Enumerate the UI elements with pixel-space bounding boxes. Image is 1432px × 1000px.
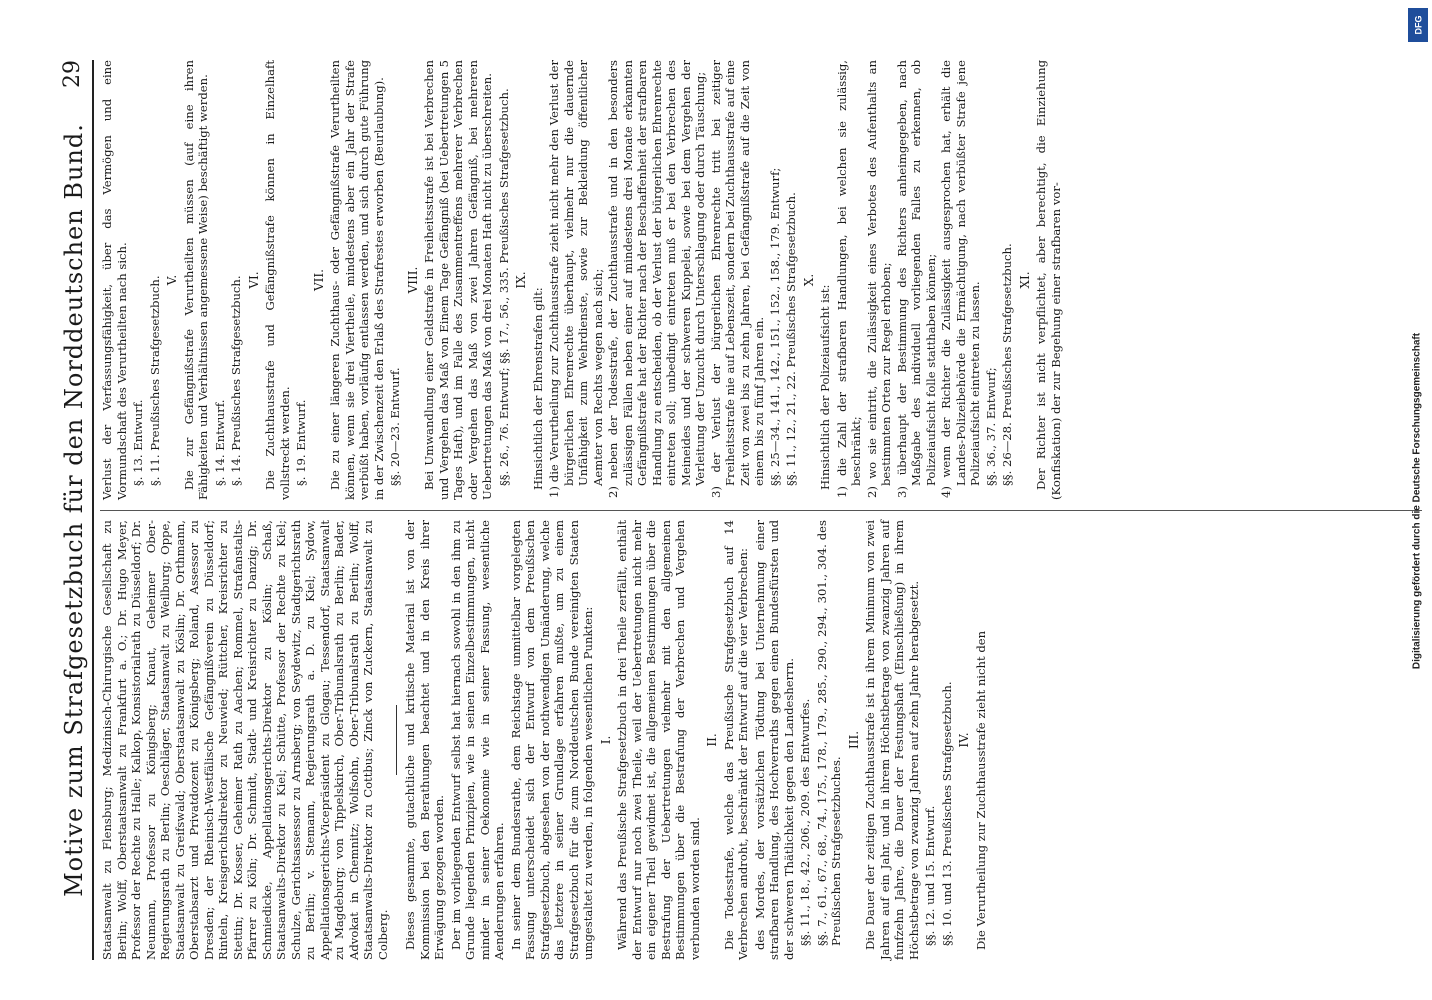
list-item: 2) neben der Todesstrafe, der Zuchthausstrafe und in den besonders zulässigen Fällen neben einer auf mindestens drei Monate erkannten Gefängnißstrafe hat der Richter nach der Beschaffenheit der strafbaren Handlung zu entscheiden, ob der Verlust der bürgerlichen Ehrenrechte eintreten soll; unbedingt eintreten muß er bei den Verbrechen des Meineides und der schweren Kuppelei, sowie bei dem Vergehen der Verleitung der Unzucht durch Unterschlagung oder durch Täuschung;	[606, 60, 707, 498]
reference-line: §§. 10. und 13. Preußisches Strafgesetzbuch.	[939, 681, 954, 946]
page-number: 29	[60, 60, 85, 88]
list-item: 1) die Zahl der strafbaren Handlungen, bei welchen sie zulässig, beschränkt;	[834, 60, 863, 498]
paragraph: Dieses gesammte, gutachtliche und kritische Material ist von der Kommission bei den Berathungen beachtet und in den Kreis ihrer Erwägung gezogen worden.	[403, 520, 446, 960]
section-number: III.	[846, 730, 861, 750]
paragraph: Die Zuchthausstrafe und Gefängnißstrafe können in Einzelhaft vollstreckt werden.	[263, 60, 292, 500]
paragraph: In seiner dem Bundesrathe, dem Reichstage unmittelbar vorgelegten Fassung unterscheidet sich der Entwurf von dem Preußischen Strafgesetzbuch, abgesehen von der nothwendigen Umänderung, welche das letztere in seiner Grundlage erfahren mußte, um zu einem Strafgesetzbuch für die zum Norddeutschen Bunde vereinigten Staaten umgestaltet zu werden, in folgenden wesentlichen Punkten:	[508, 520, 595, 960]
list-item: 3) der Verlust der bürgerlichen Ehrenrechte tritt bei zeitiger Freiheitsstrafe nie auf Lebenszeit, sondern bei Zuchthausstrafe auf eine Zeit von zwei bis zu zehn Jahren, bei Gefängnißstrafe auf die Zeit von einem bis zu fünf Jahren ein.	[708, 60, 766, 498]
digitization-note	[1408, 6, 1426, 996]
page-header	[60, 60, 94, 960]
reference-line: §§. 11., 18., 42., 206., 209. des Entwurfes.	[798, 698, 812, 946]
section-number: V.	[165, 274, 179, 286]
paragraph: Hinsichtlich der Ehrenstrafen gilt:	[530, 287, 545, 490]
list-item: 1) die Verurtheilung zur Zuchthausstrafe zieht nicht mehr den Verlust der bürgerlichen Ehrenrechte überhaupt, vielmehr nur die dauernde Unfähigkeit zum Wehrdienste, sowie zur Bekleidung öffentlicher Aemter von Rechts wegen nach sich;	[547, 60, 605, 498]
reference-line: §. 11. Preußisches Strafgesetzbuch.	[147, 275, 162, 486]
reference-line: §§. 7., 61., 67., 68., 74., 175., 178., 179., 285., 290., 294., 301., 304. des Preußischen Strafgesetzbuches.	[814, 520, 843, 946]
right-column	[100, 60, 1422, 500]
section-number: IV.	[957, 732, 971, 748]
separator-rule	[396, 705, 397, 775]
reference-line: §§. 12. und 15. Entwurf.	[923, 805, 937, 946]
paragraph: Während das Preußische Strafgesetzbuch in drei Theile zerfällt, enthält der Entwurf nur noch zwei Theile, weil der Uebertretungen nicht mehr ein eigener Theil gewidmet ist, die allgemeinen Bestimmungen über die Bestrafung der Uebertretungen vielmehr mit den allgemeinen Bestimmungen über die Bestrafung der Verbrechen und Vergehen verbunden worden sind.	[615, 520, 702, 960]
paragraph: Verlust der Verfassungsfähigkeit, über das Vermögen und eine Vormundschaft des Verurtheilten nach sich.	[100, 60, 129, 500]
paragraph: Der im vorliegenden Entwurf selbst hat hiernach sowohl in den ihm zu Grunde liegenden Prinzipien, wie in seinen Einzelbestimmungen, nicht minder in seiner Oekonomie wie in seiner Fassung, wesentliche Aenderungen erfahren.	[448, 520, 506, 960]
reference-line: §§. 20—23. Entwurf.	[388, 367, 402, 486]
section-number: I.	[598, 735, 613, 745]
paragraph: Die zu einer längeren Zuchthaus- oder Gefängnißstrafe Verurtheilten können, wenn sie drei Viertheile, mindestens aber ein Jahr der Strafe verbüßt haben, vorläufig entlassen werden, und sich durch gute Führung in der Zwischenzeit den Erlaß des Strafrestes erworben (Beurlaubung).	[328, 60, 386, 500]
intro-paragraph: Staatsanwalt zu Flensburg; Medizinisch-Chirurgische Gesellschaft zu Berlin; Wolff, Oberstaatsanwalt zu Frankfurt a. O.; Dr. Hugo Meyer, Professor der Rechte zu Halle; Kalkop, Konsistorialrath zu Düsseldorf; Dr. Neumann, Professor zu Königsberg; Knaut, Geheimer Ober-Regierungsrath zu Berlin; Oeschläger, Staatsanwalt zu Weilburg; Oppe, Staatsanwalt zu Greifswald; Oberstaatsanwalt zu Köslin; Dr. Orthmann, Oberstabsarzt und Privatdozent zu Königsberg; Roland, Assessor zu Dresden; der Rheinisch-Westfälische Gefängnißverein zu Düsseldorf; Rinteln, Kreisgerichtsdirektor zu Neuwied; Rüttcher, Kreisrichter zu Stettin; Dr. Kosser, Geheimer Rath zu Aachen; Rommel, Strafanstalts-Pfarrer zu Köln; Dr. Schmidt, Stadt- und Kreisrichter zu Danzig; Dr. Schmiedicke, Appellationsgerichts-Direktor zu Köslin; Schaß, Staatsanwalts-Direktor zu Kiel; Schütte, Professor der Rechte zu Kiel; Schulze, Gerichtsassessor zu Arnsberg; von Seydewitz, Stadtgerichtsrath zu Berlin; v. Stemann, Regierungsrath a. D. zu Kiel; Sydow, Appellationsgerichts-Vicepräsident zu Glogau; Tessendorf, Staatsanwalt zu Magdeburg; von Tippelskirch, Ober-Tribunalsrath zu Berlin; Bader, Advokat in Chemnitz; Wolfsohn, Ober-Tribunalsrath zu Berlin; Wolff, Staatsanwalts-Direktor zu Cottbus; Zinck von Zuckern, Staatsanwalt zu Colberg.	[100, 520, 390, 960]
section-number: VII.	[311, 269, 326, 291]
reference-line: §§. 11., 12., 21., 22. Preußisches Strafgesetzbuch.	[784, 192, 798, 486]
list-item: 3) überhaupt der Bestimmung des Richters anheimgegeben, nach Maßgabe des individuell vorliegenden Falles zu erkennen, ob Polizeiaufsicht folle statthaben können;	[894, 60, 938, 498]
column-divider	[100, 510, 1422, 511]
section-number: VIII.	[405, 266, 420, 294]
page-title: Motive zum Strafgesetzbuch für den Norddeutschen Bund.	[60, 123, 88, 897]
paragraph: Die zur Gefängnißstrafe Verurtheilten müssen (auf eine ihren Fähigkeiten und Verhältnissen angemessene Weise) beschäftigt werden.	[181, 60, 210, 500]
reference-line: §. 19. Entwurf.	[294, 399, 308, 486]
paragraph: Die Dauer der zeitigen Zuchthausstrafe ist in ihrem Minimum von zwei Jahren auf ein Jahr, und in ihrem Höchstbetrage von zwanzig Jahren auf funfzehn Jahre, die Dauer der Festungshaft (Einschließung) in ihrem Höchstbetrage von zwanzig Jahren auf zehn Jahre herabgesetzt.	[863, 520, 921, 960]
reference-line: §§. 26., 76. Entwurf; §§. 17., 56., 335. Preußisches Strafgesetzbuch.	[496, 88, 511, 486]
section-number: VI.	[246, 271, 261, 289]
paragraph: Hinsichtlich der Polizeiaufsicht ist:	[818, 284, 832, 490]
section-number: XI.	[1017, 271, 1032, 289]
list-item: 2) wo sie eintritt, die Zulässigkeit eines Verbotes des Aufenthalts an bestimmten Orten zur Regel erhoben;	[864, 60, 893, 498]
reference-line: §§. 36., 37. Entwurf;	[983, 367, 998, 486]
digitization-note-text: Digitalisierung gefördert durch die Deutsche Forschungsgemeinschaft	[1411, 332, 1423, 670]
left-column	[100, 520, 1422, 960]
reference-line: §§. 25—34., 141., 142., 151., 152., 158., 179. Entwurf;	[767, 167, 782, 486]
section-number: IX.	[514, 271, 528, 289]
section-number: X.	[801, 273, 816, 287]
reference-line: §§. 26—28. Preußisches Strafgesetzbuch.	[1000, 243, 1014, 486]
paragraph: Die Todesstrafe, welche das Preußische Strafgesetzbuch auf 14 Verbrechen androht, beschränkt der Entwurf auf die vier Verbrechen:	[721, 520, 750, 960]
dfg-logo-text: DFG	[1413, 15, 1423, 35]
reference-line: §. 13. Entwurf.	[131, 399, 145, 486]
paragraph: Die Verurtheilung zur Zuchthausstrafe zieht nicht den	[973, 630, 988, 950]
reference-line: §. 14. Preußisches Strafgesetzbuch.	[229, 275, 243, 486]
paragraph: Bei Umwandlung einer Geldstrafe in Freiheitsstrafe ist bei Verbrechen und Vergehen das Maß von Einem Tage Gefängniß (bei Uebertretungen 5 Tages Haft), und im Falle des Zusammentreffens mehrerer Verbrechen oder Vergehen das Maß von zwei Jahren Gefängniß, bei mehreren Uebertretungen das Maß von drei Monaten Haft nicht zu überschreiten.	[422, 60, 494, 500]
section-number: II.	[705, 733, 719, 747]
reference-line: §. 14. Entwurf.	[212, 399, 227, 486]
paragraph: des Mordes, der vorsätzlichen Tödtung bei Unternehmung einer strafbaren Handlung, des Hochverraths gegen einen Bundesfürsten und der schweren Thätlichkeit gegen den Landesherrn.	[752, 520, 796, 960]
list-item: 4) wenn der Richter die Zulässigkeit ausgesprochen hat, erhält die Landes-Polizeibehörde die Ermächtigung, nach verbüßter Strafe jene Polizeiaufsicht eintreten zu lassen.	[939, 60, 982, 498]
paragraph: Der Richter ist nicht verpflichtet, aber berechtigt, die Einziehung (Konfiskation) der zur Begehung einer strafbaren vor-	[1034, 60, 1063, 500]
